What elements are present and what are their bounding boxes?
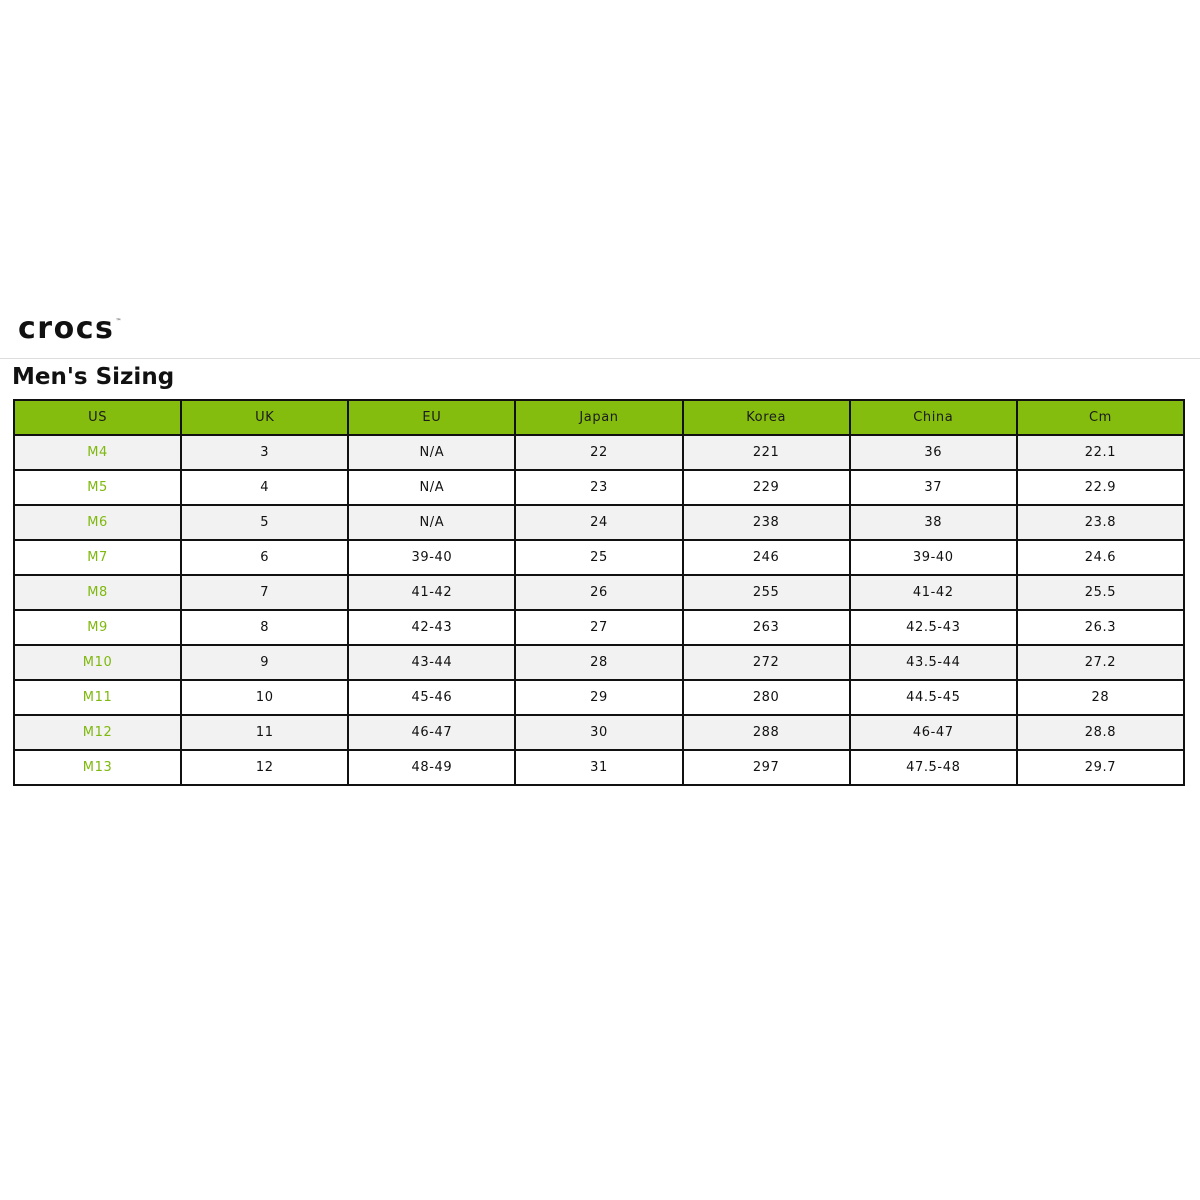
cell-uk: 3 [181,435,348,470]
table-row [14,575,1184,610]
trademark-symbol: ™ [115,318,122,325]
cell-uk: 12 [181,750,348,785]
cell-china: 38 [850,505,1017,540]
cell-korea: 229 [683,470,850,505]
cell-korea: 263 [683,610,850,645]
cell-china: 37 [850,470,1017,505]
table-row [14,750,1184,785]
cell-us: M13 [14,750,181,785]
page-title: Men's Sizing [12,364,175,390]
cell-cm: 29.7 [1017,750,1184,785]
crocs-logo [18,311,121,347]
cell-cm: 25.5 [1017,575,1184,610]
cell-uk: 8 [181,610,348,645]
cell-china: 47.5-48 [850,750,1017,785]
cell-china: 42.5-43 [850,610,1017,645]
table-row [14,505,1184,540]
table-row [14,540,1184,575]
cell-cm: 27.2 [1017,645,1184,680]
cell-us: M9 [14,610,181,645]
cell-korea: 288 [683,715,850,750]
table-row [14,435,1184,470]
size-chart-header [14,400,1184,435]
cell-eu: 45-46 [348,680,515,715]
cell-us: M7 [14,540,181,575]
cell-korea: 255 [683,575,850,610]
table-row [14,645,1184,680]
cell-cm: 23.8 [1017,505,1184,540]
cell-korea: 221 [683,435,850,470]
cell-japan: 29 [515,680,682,715]
crocs-logo-wordmark: crocs [18,311,115,346]
cell-korea: 280 [683,680,850,715]
cell-eu: 46-47 [348,715,515,750]
cell-japan: 24 [515,505,682,540]
cell-cm: 22.9 [1017,470,1184,505]
cell-us: M4 [14,435,181,470]
header-us: US [14,400,181,435]
table-row [14,715,1184,750]
cell-eu: N/A [348,435,515,470]
cell-cm: 28 [1017,680,1184,715]
cell-japan: 28 [515,645,682,680]
cell-japan: 23 [515,470,682,505]
cell-us: M11 [14,680,181,715]
cell-uk: 4 [181,470,348,505]
cell-china: 39-40 [850,540,1017,575]
cell-uk: 10 [181,680,348,715]
cell-cm: 24.6 [1017,540,1184,575]
cell-china: 36 [850,435,1017,470]
cell-japan: 30 [515,715,682,750]
cell-us: M5 [14,470,181,505]
cell-korea: 246 [683,540,850,575]
table-row [14,470,1184,505]
header-uk: UK [181,400,348,435]
size-chart-body [14,435,1184,785]
cell-japan: 27 [515,610,682,645]
cell-uk: 11 [181,715,348,750]
cell-eu: N/A [348,505,515,540]
cell-cm: 22.1 [1017,435,1184,470]
cell-china: 44.5-45 [850,680,1017,715]
cell-us: M12 [14,715,181,750]
table-row [14,610,1184,645]
cell-korea: 238 [683,505,850,540]
cell-uk: 9 [181,645,348,680]
cell-japan: 26 [515,575,682,610]
cell-china: 41-42 [850,575,1017,610]
cell-cm: 28.8 [1017,715,1184,750]
header-row [14,400,1184,435]
cell-us: M8 [14,575,181,610]
header-eu: EU [348,400,515,435]
cell-eu: 42-43 [348,610,515,645]
header-china: China [850,400,1017,435]
cell-korea: 297 [683,750,850,785]
header-japan: Japan [515,400,682,435]
cell-china: 43.5-44 [850,645,1017,680]
header-divider [0,358,1200,359]
cell-uk: 6 [181,540,348,575]
cell-eu: 39-40 [348,540,515,575]
cell-us: M10 [14,645,181,680]
cell-uk: 5 [181,505,348,540]
cell-us: M6 [14,505,181,540]
cell-eu: 43-44 [348,645,515,680]
table-row [14,680,1184,715]
header-cm: Cm [1017,400,1184,435]
cell-japan: 25 [515,540,682,575]
cell-eu: 48-49 [348,750,515,785]
cell-japan: 22 [515,435,682,470]
cell-china: 46-47 [850,715,1017,750]
mens-size-chart-table [13,399,1185,786]
cell-uk: 7 [181,575,348,610]
header-korea: Korea [683,400,850,435]
cell-korea: 272 [683,645,850,680]
cell-eu: 41-42 [348,575,515,610]
cell-japan: 31 [515,750,682,785]
cell-eu: N/A [348,470,515,505]
cell-cm: 26.3 [1017,610,1184,645]
